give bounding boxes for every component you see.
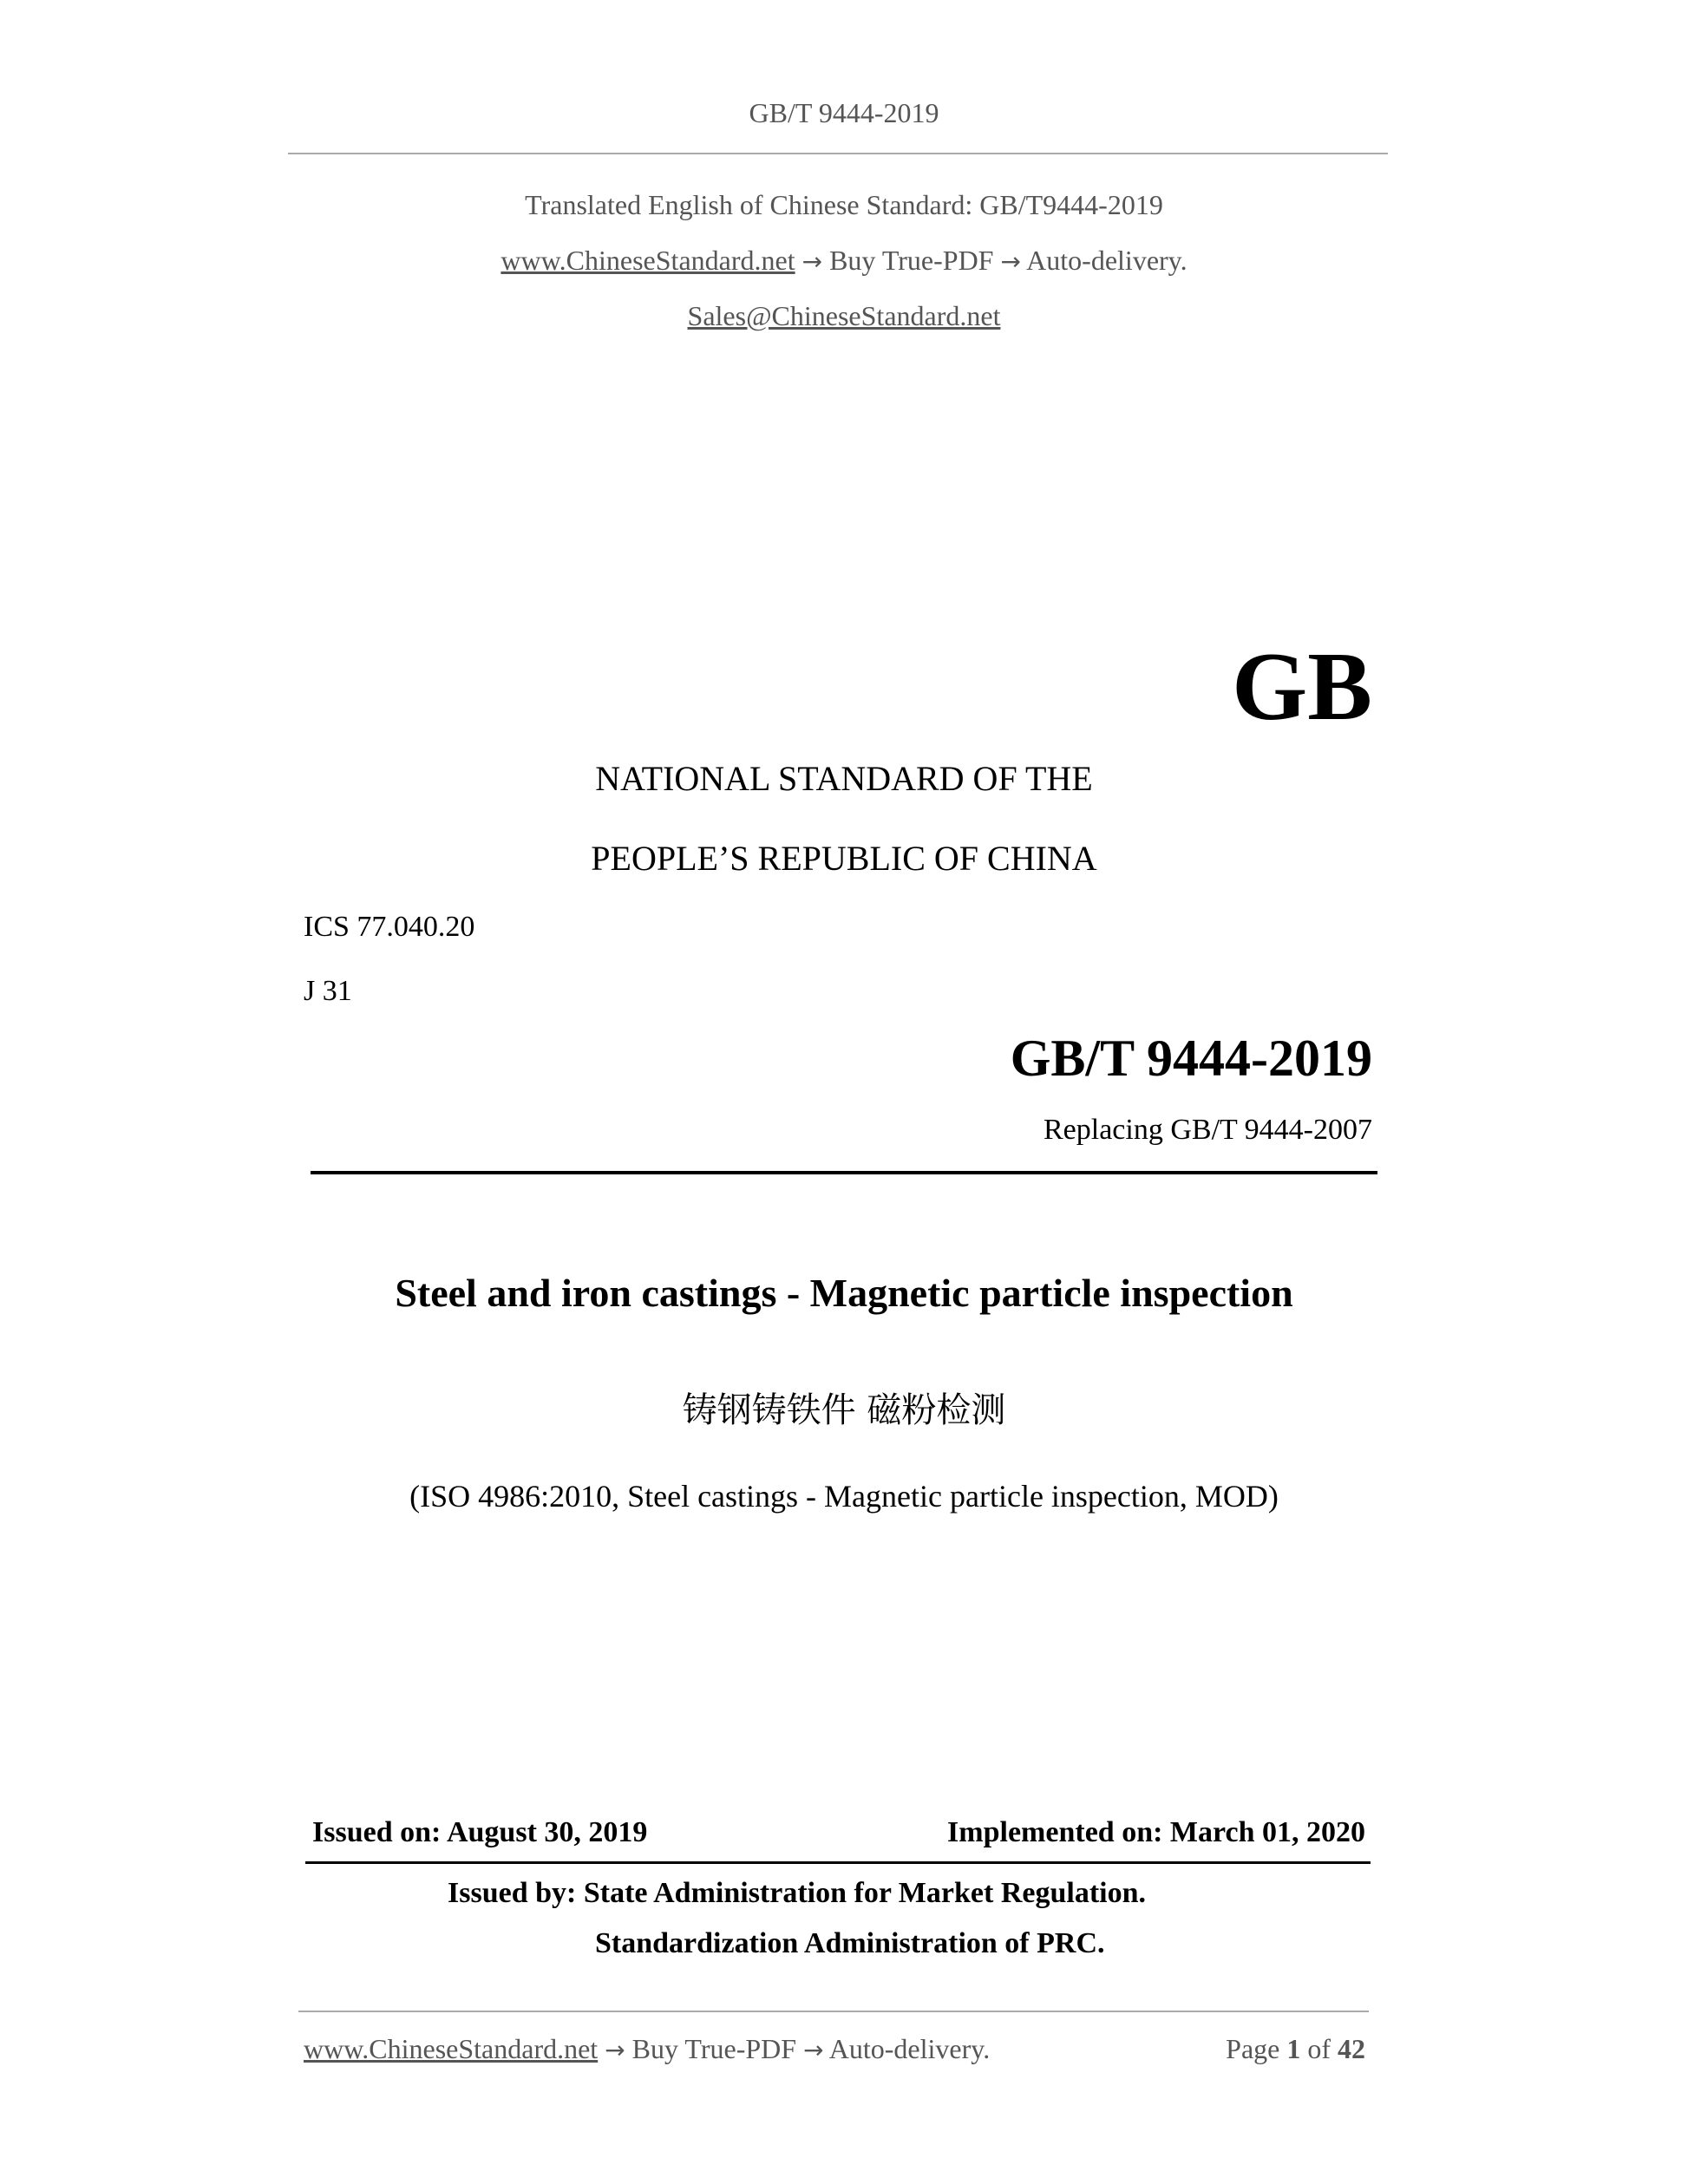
ccs-code: J 31 bbox=[304, 975, 352, 1007]
email-line bbox=[0, 300, 1688, 332]
implemented-on-date: Implemented on: March 01, 2020 bbox=[947, 1816, 1365, 1848]
footer-delivery-text: Auto-delivery. bbox=[828, 2033, 991, 2064]
page-current: 1 bbox=[1286, 2033, 1301, 2064]
issued-by-line1: Issued by: State Administration for Market Regulation. bbox=[448, 1877, 1146, 1909]
ics-code: ICS 77.040.20 bbox=[304, 911, 475, 943]
footer-site-link[interactable]: www.ChineseStandard.net bbox=[304, 2033, 599, 2064]
arrow-right-icon: → bbox=[605, 2036, 625, 2064]
footer-divider bbox=[298, 2011, 1369, 2012]
buy-true-pdf-text: Buy True-PDF bbox=[829, 245, 994, 276]
gb-logo: GB bbox=[1232, 633, 1372, 741]
page-indicator bbox=[1226, 2033, 1365, 2065]
title-divider bbox=[311, 1171, 1377, 1174]
sales-email-link[interactable]: Sales@ChineseStandard.net bbox=[687, 300, 1001, 331]
of-label: of bbox=[1307, 2033, 1331, 2064]
arrow-right-icon: → bbox=[801, 247, 823, 276]
page-total: 42 bbox=[1338, 2033, 1365, 2064]
replacing-standard: Replacing GB/T 9444-2007 bbox=[1044, 1114, 1372, 1146]
document-title-cn: 铸钢铸铁件 磁粉检测 bbox=[682, 1390, 1006, 1430]
document-title-en: Steel and iron castings - Magnetic particle inspection bbox=[395, 1271, 1293, 1315]
translation-notice: Translated English of Chinese Standard: GB/T9444-2019 bbox=[525, 189, 1163, 220]
iso-reference: (ISO 4986:2010, Steel castings - Magnetic particle inspection, MOD) bbox=[409, 1479, 1279, 1514]
national-standard-line1: NATIONAL STANDARD OF THE bbox=[595, 759, 1093, 798]
issued-by-line2: Standardization Administration of PRC. bbox=[595, 1927, 1105, 1959]
standard-number: GB/T 9444-2019 bbox=[1010, 1030, 1372, 1087]
arrow-right-icon: → bbox=[1000, 247, 1021, 276]
running-header-title: GB/T 9444-2019 bbox=[749, 97, 939, 128]
header-divider bbox=[288, 153, 1388, 154]
auto-delivery-text: Auto-delivery. bbox=[1026, 245, 1187, 276]
arrow-right-icon: → bbox=[803, 2036, 824, 2064]
footer-purchase-line bbox=[304, 2033, 990, 2065]
issue-divider bbox=[305, 1861, 1371, 1864]
purchase-line bbox=[0, 245, 1688, 277]
issued-on-date: Issued on: August 30, 2019 bbox=[312, 1816, 648, 1848]
page-label: Page bbox=[1226, 2033, 1280, 2064]
national-standard-line2: PEOPLE’S REPUBLIC OF CHINA bbox=[591, 839, 1097, 878]
site-link[interactable]: www.ChineseStandard.net bbox=[501, 245, 795, 276]
footer-buy-text: Buy True-PDF bbox=[631, 2033, 797, 2064]
